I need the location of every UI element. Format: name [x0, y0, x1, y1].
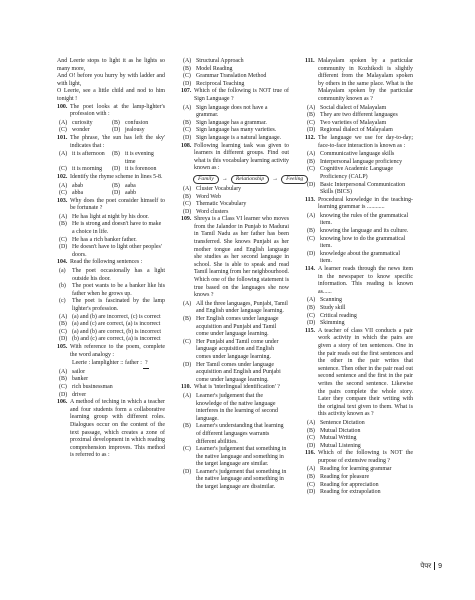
- option-key: (D): [59, 244, 68, 251]
- option-key: (C): [307, 481, 315, 488]
- question-number: 103.: [57, 197, 68, 204]
- option-key: (C): [307, 119, 315, 126]
- option-text: Reading for extrapolation: [320, 489, 381, 496]
- option-key: (B): [183, 193, 191, 200]
- option-key: (B): [307, 112, 315, 119]
- option-key: (A): [183, 392, 192, 399]
- question-text: The language we use for day-to-day; face-to-face interaction is known as :: [318, 134, 413, 149]
- option-key: (B): [59, 321, 67, 328]
- question-104: [57, 259, 165, 344]
- option-key: (D): [112, 190, 121, 197]
- question-103: [57, 198, 165, 260]
- option-text: (a) and (c) are correct, (a) is incorrect: [72, 321, 161, 328]
- option-text: Thematic Vocabulary: [196, 201, 247, 208]
- option-key: (D): [59, 391, 68, 398]
- option-text: Social dialect of Malayalam: [320, 104, 387, 111]
- option-text: rich businessman: [72, 383, 113, 390]
- question-112: [305, 135, 413, 197]
- option-text: Structural Approach: [196, 58, 244, 64]
- footer-label: पेपर: [420, 562, 432, 570]
- option-text: driver: [72, 391, 87, 398]
- option-text: Two varieties of Malayalam: [320, 119, 387, 126]
- question-text: The phrase, 'the sun has left the sky' indicates that :: [70, 134, 165, 149]
- option-text: Learner's judgement that the knowledge of the native language interferes in the learning of second language.: [196, 392, 278, 422]
- option-key: (D): [183, 80, 192, 87]
- question-101: [57, 135, 165, 174]
- option-text: All the three languages, Punjabi, Tamil and English under language learning.: [196, 300, 288, 315]
- option-text: Learner's judgement that something in the native language and something in the target language are dissimilar.: [196, 468, 287, 491]
- option-key: (C): [59, 190, 67, 197]
- question-text: Why does the poet consider himself to be fortunate ?: [70, 197, 165, 212]
- option-key: (B): [307, 427, 315, 434]
- question-text: What is 'interlingual identification' ?: [194, 384, 280, 391]
- option-key: (D): [112, 127, 121, 134]
- question-number: 109.: [181, 216, 192, 223]
- question-106: [57, 399, 165, 460]
- option-text: Sign language has a grammar.: [196, 119, 267, 126]
- option-text: He has a rich banker father.: [72, 236, 137, 243]
- option-key: (D): [307, 250, 316, 257]
- option-key: (A): [307, 212, 316, 219]
- chain-word: Family: [193, 175, 219, 184]
- option-key: (D): [183, 134, 192, 141]
- option-key: (A): [183, 300, 192, 307]
- option-text: Reading for learning grammar: [320, 466, 392, 473]
- option-key: (A): [307, 419, 316, 426]
- option-text: it is morning: [72, 166, 103, 173]
- question-text: Identify the rhyme scheme in lines 5-8.: [70, 173, 163, 180]
- option-key: (A): [307, 104, 316, 111]
- option-text: Critical reading: [320, 312, 357, 319]
- option-key: (C): [183, 127, 191, 134]
- option-key: (D): [307, 127, 316, 134]
- chain-word: Relationship: [231, 175, 269, 184]
- option-key: (C): [183, 73, 191, 80]
- option-text: Grammar Translation Method: [196, 73, 267, 80]
- option-key: (C): [307, 235, 315, 242]
- option-text: Sentence Dictation: [320, 419, 365, 426]
- option-text: abba: [72, 190, 84, 197]
- question-100: [57, 104, 165, 135]
- question-114: [305, 266, 413, 328]
- page-footer: [420, 562, 442, 570]
- option-key: (B): [59, 376, 67, 383]
- option-key: (D): [183, 361, 192, 368]
- question-number: 110.: [181, 384, 191, 391]
- column-2: [181, 58, 304, 492]
- column-3: [305, 58, 413, 497]
- option-text: Basic Interpersonal Communication Skills (BICS): [320, 181, 406, 196]
- question-113: [305, 197, 413, 266]
- option-text: aabb: [125, 190, 137, 197]
- option-text: Reciprocal Teaching: [196, 80, 245, 87]
- option-key: (B): [183, 65, 191, 72]
- option-text: Reading for pleasure: [320, 474, 370, 481]
- option-text: Sign language does not have a grammar.: [196, 104, 268, 119]
- statement-key: (b): [59, 283, 66, 290]
- option-key: (B): [59, 221, 67, 228]
- option-text: abab: [72, 182, 84, 189]
- option-key: (D): [307, 181, 316, 188]
- column-1: [57, 58, 165, 461]
- option-key: (C): [59, 383, 67, 390]
- option-text: Word Web: [196, 193, 221, 200]
- question-text: Read the following sentences :: [70, 259, 143, 266]
- poem-line: And O! before you hurry by with ladder and with light,: [57, 73, 165, 87]
- question-107: [181, 88, 289, 142]
- option-text: Her English comes under language acquisition and Punjabi and Tamil come under language learning.: [196, 316, 279, 338]
- option-text: knowing the rules of the grammatical item.: [320, 212, 409, 227]
- option-key: (C): [183, 201, 191, 208]
- option-key: (A): [307, 297, 316, 304]
- question-number: 104.: [57, 259, 68, 266]
- option-key: (C): [307, 435, 315, 442]
- footer-divider: [434, 562, 435, 570]
- option-key: (C): [59, 328, 67, 335]
- option-key: (A): [183, 58, 192, 64]
- option-text: He has light at night by his door.: [72, 213, 149, 220]
- question-115: [305, 328, 413, 451]
- option-text: Mutual Listening: [320, 442, 361, 449]
- option-key: (A): [307, 466, 316, 473]
- option-text: Her Punjabi and Tamil come under language acquisition and English comes under language learning.: [196, 338, 279, 360]
- question-number: 107.: [181, 88, 192, 95]
- question-number: 102.: [57, 173, 68, 180]
- option-text: it is evening time: [125, 151, 154, 165]
- arrow-icon: →: [272, 175, 279, 182]
- option-key: (D): [307, 489, 316, 496]
- question-109: [181, 216, 289, 384]
- question-number: 105.: [57, 343, 68, 350]
- question-number: 112.: [305, 134, 315, 141]
- option-key: (A): [59, 182, 68, 189]
- option-text: Interpersonal language proficiency: [320, 158, 403, 165]
- question-text: Which of the following is NOT the purpose of extensive reading ?: [318, 450, 413, 464]
- option-text: sailor: [72, 368, 86, 375]
- option-text: (b) and (c) are correct, (a) is incorrect: [72, 336, 161, 343]
- option-text: Mutual Writing: [320, 435, 357, 442]
- question-number: 116.: [305, 450, 315, 457]
- option-text: Sign language is a natural language.: [196, 134, 282, 141]
- option-key: (B): [112, 119, 120, 126]
- option-text: He is strong and doesn't have to make a choice in life.: [72, 221, 162, 236]
- option-text: (a) and (b) are correct, (b) is incorrect: [72, 328, 161, 335]
- option-key: (B): [307, 228, 315, 235]
- poem-lines: [57, 58, 165, 104]
- option-key: (C): [59, 236, 67, 243]
- option-key: (A): [59, 213, 68, 220]
- option-key: (A): [59, 151, 68, 158]
- poem-line: O Leerie, see a little child and nod to him tonight !: [57, 88, 165, 102]
- option-text: it is afternoon: [72, 151, 105, 158]
- option-text: Communicative language skills: [320, 151, 395, 158]
- option-key: (D): [307, 442, 316, 449]
- question-111: [305, 58, 413, 135]
- option-text: Skimming: [320, 320, 345, 327]
- option-key: (B): [183, 423, 191, 430]
- option-key: (B): [183, 316, 191, 322]
- analogy-line: [57, 360, 165, 369]
- option-text: Scanning: [320, 297, 342, 304]
- statement-text: The poet wants to be a banker like his father when he grows up.: [72, 283, 165, 297]
- question-number: 115.: [305, 327, 315, 334]
- option-text: knowing the language and its culture.: [320, 228, 409, 235]
- statement-text: The poet occasionally has a light outside his door.: [72, 268, 165, 282]
- option-text: He doesn't have to light other peoples' doors.: [72, 244, 162, 258]
- option-key: (B): [307, 305, 315, 311]
- question-number: 111.: [305, 58, 315, 64]
- option-key: (D): [183, 468, 192, 475]
- option-text: Regional dialect of Malayalam: [320, 127, 393, 134]
- question-text: Malayalam spoken by a particular community in Kozhikodi is slightly different from the Malayalam spoken by others in the same place. What is the Malayalam spoken by the particular community known as ?: [318, 58, 413, 102]
- option-text: confusion: [125, 119, 149, 126]
- statement-text: The poet is fascinated by the lamp lighter's profession.: [72, 298, 165, 312]
- question-number: 106.: [57, 399, 68, 406]
- option-text: Her Tamil comes under language acquisition and English and Punjabi come under language learning.: [196, 361, 281, 383]
- option-text: Word clusters: [196, 208, 229, 215]
- option-key: (C): [307, 312, 315, 319]
- question-116: [305, 450, 413, 497]
- option-key: (C): [59, 166, 67, 173]
- option-key: (C): [59, 127, 67, 134]
- question-108: [181, 142, 304, 217]
- question-105: [57, 344, 165, 399]
- word-chain: [181, 175, 304, 184]
- arrow-icon: →: [221, 175, 228, 182]
- option-text: Learner's judgement that something in the native language and something in the target language are similar.: [196, 446, 287, 468]
- chain-word: Feeling: [281, 175, 308, 184]
- question-text: With reference to the poem, complete the word analogy :: [70, 343, 165, 358]
- analogy-blank: ?: [143, 360, 149, 369]
- question-text: A learner reads through the news item in the newspaper to know specific information. This reading is known as......: [318, 266, 413, 295]
- option-key: (D): [183, 208, 192, 215]
- question-102: [57, 174, 165, 198]
- question-106-options: [181, 58, 289, 88]
- question-text: Procedural knowledge in the teaching-learning grammar is ............: [318, 196, 413, 211]
- option-key: (D): [112, 166, 121, 173]
- option-key: (C): [183, 338, 191, 345]
- question-text: A method of teching in which a teacher and four students form a collaborative learning group with different roles. Dialogues occur on the content of the text passage, which creates a zone of proximal development in which reading comprehension improves. This method is referred to as :: [70, 399, 165, 459]
- option-text: (a) and (b) are incorrect, (c) is correct: [72, 313, 161, 320]
- poem-line: And Leerie stops to light it as he lights so many more,: [57, 58, 165, 72]
- question-number: 100.: [57, 103, 68, 110]
- question-text: A teacher of class VII conducts a pair work activity in which the pairs are given a story of ten sentences. One in the pair reads out the first sentences and the other in the pair writes that sentence. Then other in the pair read out second sentence and the first in the pair writes the second sentence. Likewise the pairs complete the whole story. Later they compare their writing with the original text given to them. What is this activity known as ?: [318, 327, 413, 418]
- question-text: The poet looks at the lamp-lighter's profession with :: [70, 103, 165, 118]
- question-text: Shreya is a Class VI learner who moves from the Jalandor in Punjab to Madurai in Tamil Nadu as her father has been transferred. She knows Punjabi as her mother tongue and English language she studies as her second language in school. She is able to speak and read Tamil learning from her neighbourhood. Which one of the following statement is true based on the languages she now knows ?: [194, 216, 289, 299]
- option-text: aaba: [125, 182, 136, 189]
- statement-key: (c): [59, 298, 66, 305]
- option-text: curiosity: [72, 119, 93, 126]
- option-key: (C): [183, 446, 191, 453]
- option-key: (D): [307, 320, 316, 327]
- option-key: (B): [112, 182, 120, 189]
- option-key: (C): [307, 166, 315, 173]
- option-text: it is forenoon: [125, 166, 157, 173]
- option-text: Cognitive Academic Language Proficiency (CALP): [320, 166, 393, 180]
- option-text: They are two different languages: [320, 112, 398, 119]
- page-number: 9: [438, 562, 442, 570]
- option-key: (B): [307, 158, 315, 165]
- question-text: Which of the following is NOT true of Sign Language ?: [194, 88, 289, 102]
- option-key: (A): [183, 185, 192, 192]
- option-key: (B): [183, 119, 191, 126]
- question-number: 101.: [57, 134, 68, 141]
- option-text: wonder: [72, 127, 90, 134]
- analogy-text: Leerie : lamplighter :: father :: [72, 360, 142, 367]
- option-text: jealousy: [125, 127, 145, 134]
- option-text: Cluster Vocabulary: [196, 185, 242, 192]
- option-text: Study skill: [320, 305, 346, 311]
- question-number: 114.: [305, 266, 315, 273]
- option-text: Learner's understanding that learning of different languages warrants different abilities.: [196, 423, 284, 445]
- option-key: (D): [59, 336, 68, 343]
- option-key: (B): [112, 151, 120, 158]
- question-110: [181, 384, 289, 491]
- option-text: banker: [72, 376, 89, 383]
- question-number: 108.: [181, 142, 192, 149]
- option-key: (A): [59, 368, 68, 375]
- option-key: (A): [59, 313, 68, 320]
- option-text: Model Reading: [196, 65, 233, 72]
- question-number: 113.: [305, 196, 315, 203]
- option-text: Reading for appreciation: [320, 481, 379, 488]
- option-key: (A): [183, 104, 192, 111]
- statement-key: (a): [59, 268, 66, 275]
- option-key: (A): [59, 119, 68, 126]
- option-key: (A): [307, 151, 316, 158]
- option-text: Sign language has many varieties.: [196, 127, 277, 134]
- question-text: Following learning task was given to learners in different groups. Find out what is this vocabulary learning activity known as :: [194, 142, 289, 172]
- option-text: knowledge about the grammatical item.: [320, 250, 400, 265]
- option-text: knowing how to do the grammatical item.: [320, 235, 406, 250]
- option-text: Mutual Dictation: [320, 427, 361, 434]
- option-key: (B): [307, 474, 315, 481]
